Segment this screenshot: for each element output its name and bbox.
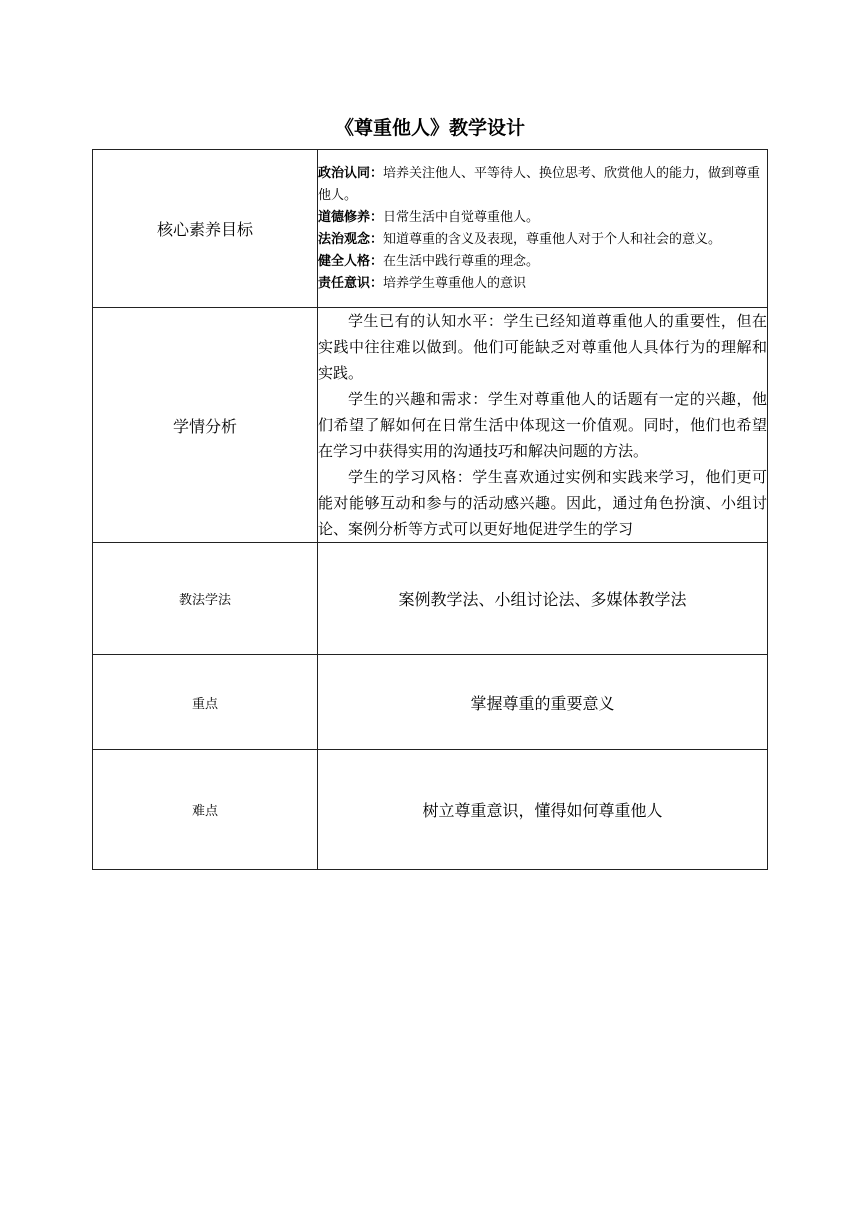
- goal-separator: ：: [370, 253, 384, 269]
- goal-separator: ：: [370, 165, 384, 181]
- goal-separator: ：: [370, 209, 384, 225]
- goal-item: [318, 251, 767, 273]
- goal-item: [318, 273, 767, 295]
- goal-term: 道德修养: [318, 209, 371, 225]
- key-point-text: 掌握尊重的重要意义: [318, 655, 768, 750]
- analysis-label: 学情分析: [93, 308, 318, 543]
- table-row-methods: [93, 543, 768, 655]
- analysis-paragraph: 学生已有的认知水平：学生已经知道尊重他人的重要性，但在实践中往往难以做到。他们可能缺乏对尊重他人具体行为的理解和实践。: [318, 312, 767, 382]
- key-point-label: 重点: [93, 655, 318, 750]
- goal-text: 在生活中践行尊重的理念。: [383, 253, 540, 269]
- table-row-key-point: [93, 655, 768, 750]
- goal-text: 日常生活中自觉尊重他人。: [383, 209, 540, 225]
- table-row-analysis: [93, 308, 768, 543]
- goal-term: 政治认同: [318, 165, 371, 181]
- document-title: 《尊重他人》教学设计: [334, 117, 525, 139]
- goals-label: 核心素养目标: [93, 150, 318, 308]
- difficulty-text: 树立尊重意识，懂得如何尊重他人: [318, 750, 768, 870]
- goal-separator: ：: [370, 275, 384, 291]
- methods-label: 教法学法: [93, 543, 318, 655]
- goal-text: 培养学生尊重他人的意识: [383, 275, 527, 291]
- analysis-paragraph: 学生的兴趣和需求：学生对尊重他人的话题有一定的兴趣，他们希望了解如何在日常生活中体现这一价值观。同时，他们也希望在学习中获得实用的沟通技巧和解决问题的方法。: [318, 390, 767, 460]
- analysis-content: [318, 308, 768, 543]
- analysis-paragraph: 学生的学习风格：学生喜欢通过实例和实践来学习，他们更可能对能够互动和参与的活动感兴趣。因此，通过角色扮演、小组讨论、案例分析等方式可以更好地促进学生的学习: [318, 468, 767, 538]
- goal-text: 知道尊重的含义及表现，尊重他人对于个人和社会的意义。: [383, 231, 722, 247]
- lesson-plan-table: [92, 149, 768, 870]
- goal-item: [318, 229, 767, 251]
- goal-item: [318, 163, 767, 207]
- goal-term: 法治观念: [318, 231, 371, 247]
- goals-content: [318, 150, 768, 308]
- table-row-difficulty: [93, 750, 768, 870]
- table-row-goals: [93, 150, 768, 308]
- difficulty-label: 难点: [93, 750, 318, 870]
- goal-term: 健全人格: [318, 253, 371, 269]
- goal-text: 培养关注他人、平等待人、换位思考、欣赏他人的能力，做到尊重他人。: [318, 165, 761, 203]
- goal-term: 责任意识: [318, 275, 371, 291]
- goal-separator: ：: [370, 231, 384, 247]
- goal-item: [318, 207, 767, 229]
- methods-text: 案例教学法、小组讨论法、多媒体教学法: [318, 543, 768, 655]
